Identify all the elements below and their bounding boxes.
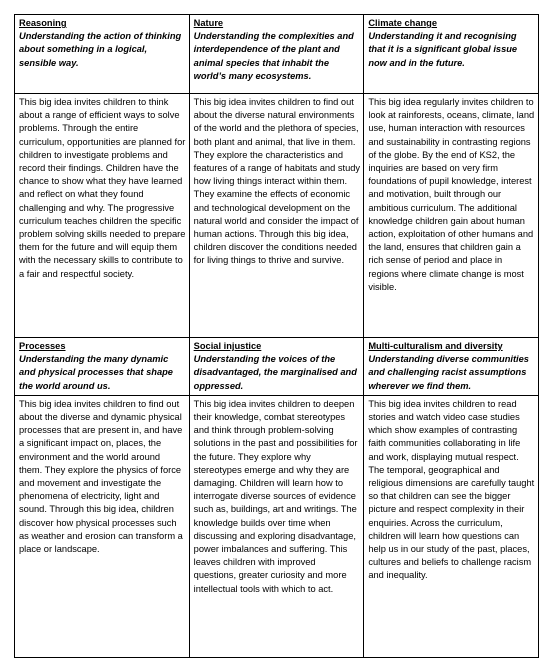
reasoning-subtitle: Understanding the action of thinking about something in a logical, sensible way. xyxy=(19,31,182,68)
climate-change-title: Climate change xyxy=(368,18,438,28)
reasoning-body: This big idea invites children to think about a range of efficient ways to solve problems. Through the entire curriculum, opportunities are planned for children to investigate problems and record their findings. Children have the chance to show what they have learned and reflect on what they found challenging and why. The progressive curriculum teaches children the specific problem solving skills needed to prepare them for the future and will equip them with the necessary skills to contribute to a fair and respectful society. xyxy=(15,94,190,338)
climate-change-subtitle: Understanding it and recognising that it is a significant global issue now and in the future. xyxy=(368,31,518,68)
reasoning-header-cell xyxy=(15,15,190,94)
climate-change-header-cell xyxy=(364,15,539,94)
header-row-2 xyxy=(15,338,539,396)
nature-header-cell xyxy=(189,15,364,94)
social-injustice-title: Social injustice xyxy=(193,341,262,351)
multiculturalism-subtitle: Understanding diverse communities and challenging racist assumptions wherever we find them. xyxy=(368,354,529,391)
multiculturalism-title: Multi-culturalism and diversity xyxy=(368,341,503,351)
social-injustice-subtitle: Understanding the voices of the disadvantaged, the marginalised and oppressed. xyxy=(193,354,357,391)
nature-body: This big idea invites children to find out about the diverse natural environments of the world and the plethora of species, both plant and animal, that live in them. They explore the characteristics and features of a range of habitats and study how living things interact within them. They examine the effects of economic and technological development on the natural world and consider the impact of human actions. Through this big idea, children discover the conditions needed for living things to thrive and survive. xyxy=(189,94,364,338)
nature-title: Nature xyxy=(193,18,224,28)
multiculturalism-body: This big idea invites children to read stories and watch video case studies which show examples of contrasting faith communities collaborating in life and work, displaying mutual respect. The temporal, geographical and religious dimensions are carefully taught so that children can see the bigger picture and respect complexity in their enquiries. Across the curriculum, children will learn how questions can help us in our study of the past, places, cultures and beliefs to challenge racism and inequality. xyxy=(364,395,539,657)
nature-subtitle: Understanding the complexities and interdependence of the plant and animal species that inhabit the world’s many ecosystems. xyxy=(193,31,354,81)
processes-header-cell xyxy=(15,338,190,396)
social-injustice-body: This big idea invites children to deepen their knowledge, combat stereotypes and think through problem-solving solutions in the past and possibilities for the future. They explore why stereotypes emerge and why they are damaging. Children will learn how to interrogate diverse sources of evidence such as, buildings, art and writings. The knowledge builds over time when discussing and exploring disadvantage, power imbalances and suffering. This leaves children with improved questions, greater curiosity and more intellectual tools with which to act. xyxy=(189,395,364,657)
big-ideas-table xyxy=(14,14,539,658)
climate-change-body: This big idea regularly invites children to look at rainforests, oceans, climate, land use, human interaction with resources and sustainability in contrasting regions of the globe. By the end of KS2, the inquiries are based on very firm foundations of pupil knowledge, interest and motivation, built through our ambitious curriculum. The additional knowledge children gain about human action, exploitation of other humans and the land, ensures that children gain a rich sense of period and place in regions where climate change is most visible. xyxy=(364,94,539,338)
reasoning-title: Reasoning xyxy=(19,18,67,28)
processes-body: This big idea invites children to find out about the diverse and dynamic physical processes that are present in, and have a significant impact on, places, the environment and the world around them. They explore the physics of force and movement and investigate the phenomena of electricity, light and sound. Through this big idea, children discover how physical processes such as weather and erosion can transform a place or landscape. xyxy=(15,395,190,657)
multiculturalism-header-cell xyxy=(364,338,539,396)
processes-title: Processes xyxy=(19,341,66,351)
body-row-2 xyxy=(15,395,539,657)
body-row-1 xyxy=(15,94,539,338)
social-injustice-header-cell xyxy=(189,338,364,396)
processes-subtitle: Understanding the many dynamic and physical processes that shape the world around us. xyxy=(19,354,173,391)
header-row-1 xyxy=(15,15,539,94)
